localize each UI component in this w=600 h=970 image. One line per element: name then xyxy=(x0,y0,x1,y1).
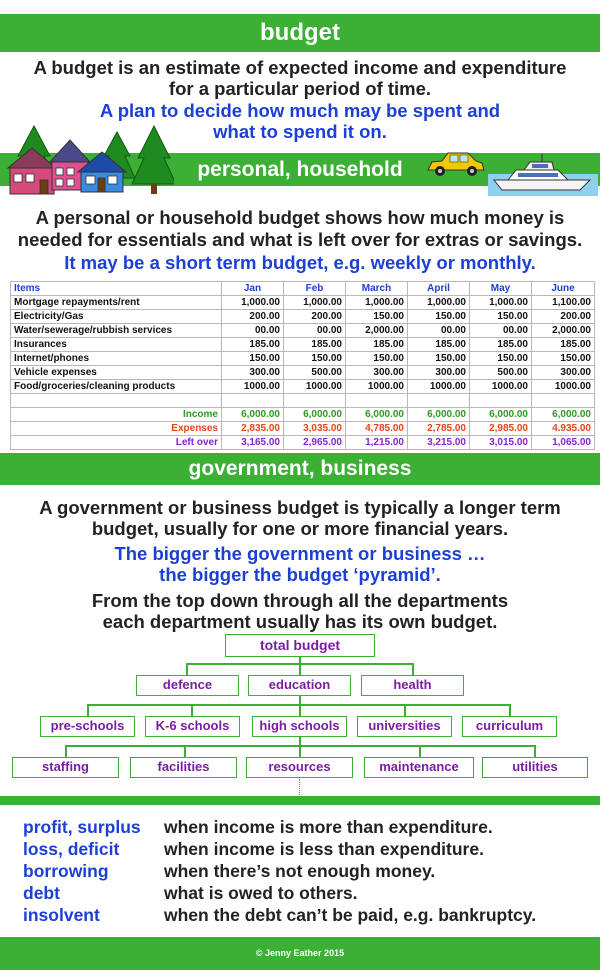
table-cell: 185.00 xyxy=(470,338,532,352)
dotted-continuation-line xyxy=(299,779,300,797)
item-name-cell: Electricity/Gas xyxy=(11,310,222,324)
table-cell: 185.00 xyxy=(284,338,346,352)
table-cell: 185.00 xyxy=(532,338,595,352)
table-cell: 1,000.00 xyxy=(346,296,408,310)
item-name-cell: Vehicle expenses xyxy=(11,366,222,380)
table-cell: 300.00 xyxy=(222,366,284,380)
footer-credit: © Jenny Eather 2015 xyxy=(0,937,600,970)
glossary-definition: when there’s not enough money. xyxy=(164,861,436,881)
personal-line-1: A personal or household budget shows how much money is xyxy=(35,207,565,228)
table-header-row xyxy=(11,282,595,296)
table-cell: 1000.00 xyxy=(408,380,470,394)
table-cell: 185.00 xyxy=(408,338,470,352)
tree-icon xyxy=(132,126,174,194)
income-label: Income xyxy=(11,408,222,422)
government-line-3: From the top down through all the departments xyxy=(91,590,509,611)
table-cell: 1000.00 xyxy=(470,380,532,394)
table-cell: 00.00 xyxy=(284,324,346,338)
table-cell: 150.00 xyxy=(346,310,408,324)
government-blue-2: the bigger the budget ‘pyramid’. xyxy=(159,564,441,585)
houses-trees-illustration xyxy=(4,122,174,198)
table-row xyxy=(11,296,595,310)
table-cell: 500.00 xyxy=(470,366,532,380)
column-header: April xyxy=(408,282,470,296)
table-cell: 150.00 xyxy=(346,352,408,366)
table-row xyxy=(11,310,595,324)
table-cell: 2,985.00 xyxy=(470,422,532,436)
table-cell: 4.935.00 xyxy=(532,422,595,436)
pyramid-box-total-budget: total budget xyxy=(225,634,375,657)
pyramid-box-pre-schools: pre-schools xyxy=(40,716,135,737)
table-cell: 2,835.00 xyxy=(222,422,284,436)
expenses-label: Expenses xyxy=(11,422,222,436)
table-cell: 150.00 xyxy=(284,352,346,366)
table-cell: 150.00 xyxy=(532,352,595,366)
table-cell: 1,100.00 xyxy=(532,296,595,310)
pyramid-box-defence: defence xyxy=(136,675,239,696)
leftover-label: Left over xyxy=(11,436,222,450)
table-cell: 200.00 xyxy=(222,310,284,324)
pyramid-box-staffing: staffing xyxy=(12,757,119,778)
table-cell: 2,000.00 xyxy=(346,324,408,338)
income-row xyxy=(11,408,595,422)
pyramid-box-k6-schools: K-6 schools xyxy=(145,716,240,737)
table-cell: 185.00 xyxy=(222,338,284,352)
table-cell: 1000.00 xyxy=(532,380,595,394)
pyramid-box-education: education xyxy=(248,675,351,696)
table-cell: 150.00 xyxy=(470,352,532,366)
table-cell: 150.00 xyxy=(222,352,284,366)
table-cell: 4,785.00 xyxy=(346,422,408,436)
table-cell: 2,965.00 xyxy=(284,436,346,450)
table-cell: 2,785.00 xyxy=(408,422,470,436)
table-cell: 300.00 xyxy=(408,366,470,380)
table-cell: 6,000.00 xyxy=(470,408,532,422)
personal-line-2: needed for essentials and what is left over for extras or savings. xyxy=(17,229,583,250)
budget-table xyxy=(10,281,595,450)
government-title: government, business xyxy=(188,457,412,480)
table-spacer-row xyxy=(11,394,595,408)
table-row xyxy=(11,366,595,380)
leftover-row xyxy=(11,436,595,450)
government-line-1: A government or business budget is typically a longer term xyxy=(39,497,561,518)
table-row xyxy=(11,352,595,366)
item-name-cell: Water/sewerage/rubbish services xyxy=(11,324,222,338)
pyramid-box-resources: resources xyxy=(246,757,353,778)
glossary-term: loss, deficit xyxy=(23,839,120,859)
table-cell: 150.00 xyxy=(470,310,532,324)
table-cell: 3,215.00 xyxy=(408,436,470,450)
table-row xyxy=(11,324,595,338)
intro-line-2: for a particular period of time. xyxy=(168,78,432,99)
personal-blue: It may be a short term budget, e.g. weekly or monthly. xyxy=(64,252,536,273)
table-cell: 1000.00 xyxy=(284,380,346,394)
glossary-term: borrowing xyxy=(23,861,109,881)
table-cell: 300.00 xyxy=(346,366,408,380)
table-cell: 1,215.00 xyxy=(346,436,408,450)
table-cell: 3,035.00 xyxy=(284,422,346,436)
table-cell: 00.00 xyxy=(222,324,284,338)
government-line-2: budget, usually for one or more financial years. xyxy=(91,518,509,539)
item-name-cell: Insurances xyxy=(11,338,222,352)
intro-blue-1: A plan to decide how much may be spent and xyxy=(99,100,501,121)
table-row xyxy=(11,380,595,394)
column-header: Jan xyxy=(222,282,284,296)
table-cell: 6,000.00 xyxy=(346,408,408,422)
table-cell: 3,165.00 xyxy=(222,436,284,450)
table-cell: 150.00 xyxy=(408,352,470,366)
table-cell: 1,000.00 xyxy=(222,296,284,310)
glossary-definition: when income is less than expenditure. xyxy=(164,839,484,859)
table-cell: 6,000.00 xyxy=(532,408,595,422)
table-cell: 200.00 xyxy=(532,310,595,324)
glossary-definition: when the debt can’t be paid, e.g. bankruptcy. xyxy=(164,905,537,925)
item-name-cell: Food/groceries/cleaning products xyxy=(11,380,222,394)
car-icon xyxy=(424,150,486,180)
table-cell: 185.00 xyxy=(346,338,408,352)
table-cell: 2,000.00 xyxy=(532,324,595,338)
table-cell: 6,000.00 xyxy=(408,408,470,422)
table-cell: 500.00 xyxy=(284,366,346,380)
table-cell: 6,000.00 xyxy=(222,408,284,422)
expenses-row xyxy=(11,422,595,436)
item-name-cell: Internet/phones xyxy=(11,352,222,366)
table-cell: 1,065.00 xyxy=(532,436,595,450)
table-cell: 6,000.00 xyxy=(284,408,346,422)
government-line-4: each department usually has its own budget. xyxy=(102,611,498,632)
glossary-term: debt xyxy=(23,883,60,903)
table-cell: 150.00 xyxy=(408,310,470,324)
pyramid-box-facilities: facilities xyxy=(130,757,237,778)
boat-icon xyxy=(488,150,598,196)
table-cell: 1000.00 xyxy=(222,380,284,394)
table-cell: 1,000.00 xyxy=(284,296,346,310)
column-header: March xyxy=(346,282,408,296)
table-cell: 00.00 xyxy=(470,324,532,338)
table-cell: 1,000.00 xyxy=(408,296,470,310)
page-title: budget xyxy=(260,19,340,46)
intro-blue-2: what to spend it on. xyxy=(213,121,387,142)
divider-bar xyxy=(0,796,600,805)
column-header: Feb xyxy=(284,282,346,296)
government-blue-1: The bigger the government or business … xyxy=(114,543,486,564)
table-cell: 1000.00 xyxy=(346,380,408,394)
glossary-term: insolvent xyxy=(23,905,100,925)
glossary-term: profit, surplus xyxy=(23,817,141,837)
pyramid-box-utilities: utilities xyxy=(482,757,588,778)
pyramid-box-health: health xyxy=(361,675,464,696)
pyramid-box-curriculum: curriculum xyxy=(462,716,557,737)
glossary-definition: what is owed to others. xyxy=(164,883,358,903)
table-cell: 00.00 xyxy=(408,324,470,338)
item-name-cell: Mortgage repayments/rent xyxy=(11,296,222,310)
column-header: May xyxy=(470,282,532,296)
column-header: June xyxy=(532,282,595,296)
table-cell: 3,015.00 xyxy=(470,436,532,450)
table-cell: 1,000.00 xyxy=(470,296,532,310)
pyramid-box-maintenance: maintenance xyxy=(364,757,474,778)
pyramid-box-high-schools: high schools xyxy=(252,716,347,737)
table-row xyxy=(11,338,595,352)
personal-title: personal, household xyxy=(197,158,403,181)
intro-line-1: A budget is an estimate of expected income and expenditure xyxy=(33,57,567,78)
table-cell: 200.00 xyxy=(284,310,346,324)
column-header: Items xyxy=(11,282,222,296)
pyramid-box-universities: universities xyxy=(357,716,452,737)
table-cell: 300.00 xyxy=(532,366,595,380)
glossary-definition: when income is more than expenditure. xyxy=(164,817,493,837)
